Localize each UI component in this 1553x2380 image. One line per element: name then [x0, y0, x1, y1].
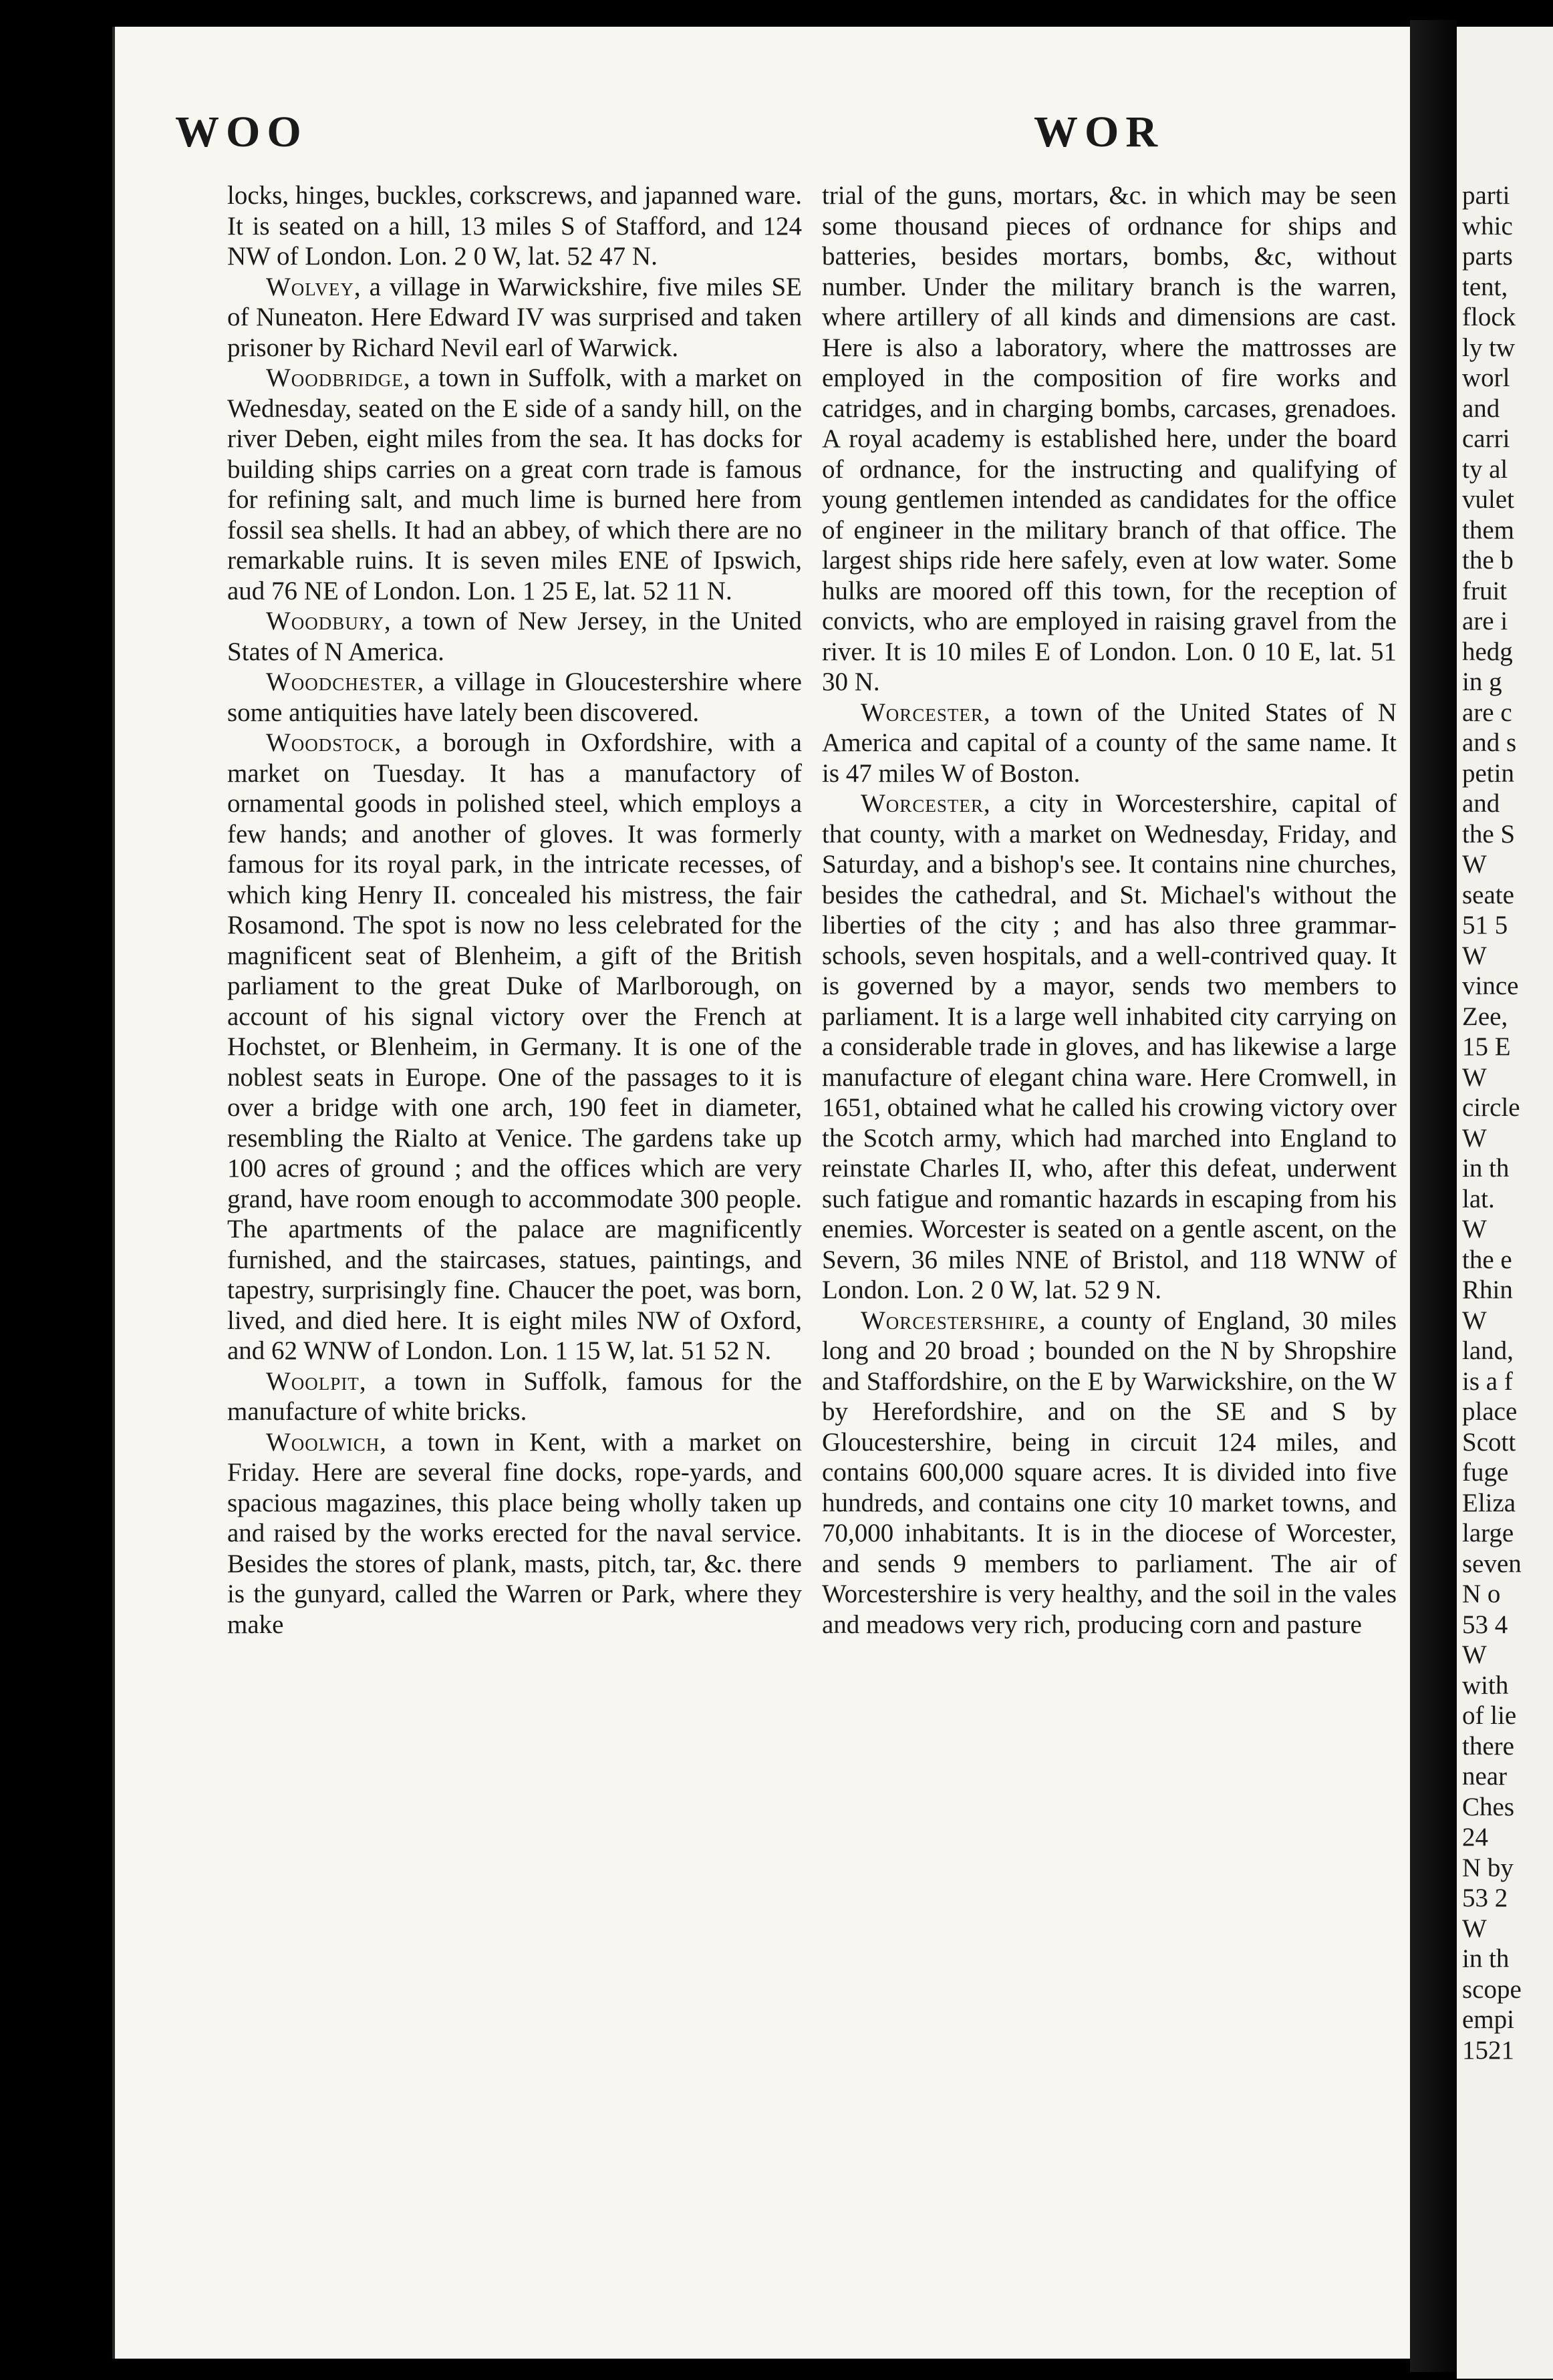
adjacent-page-line: W — [1462, 1123, 1487, 1153]
book-gutter — [1410, 20, 1457, 2372]
adjacent-page-line: parti — [1462, 181, 1510, 210]
entry-text: , a village in Warwickshire, five miles SE of Nuneaton. Here Edward IV was surprised and taken prisoner by Richard Nevil earl of Warwick. — [227, 272, 802, 362]
adjacent-page-line: and — [1462, 789, 1500, 818]
entry-text: , a town in Suffolk, famous for the manufacture of white bricks. — [227, 1366, 802, 1426]
adjacent-page-line: scope — [1462, 1974, 1522, 2004]
adjacent-page-line: large — [1462, 1519, 1514, 1547]
adjacent-page-line: ty al — [1462, 454, 1508, 484]
adjacent-page-line: near — [1462, 1762, 1508, 1791]
adjacent-page-line: the S — [1462, 819, 1516, 849]
column-left — [227, 180, 802, 1640]
entry-head: Woodstock — [266, 728, 395, 757]
adjacent-page-line: 1521 — [1462, 2035, 1514, 2065]
adjacent-page-line: W — [1462, 941, 1487, 970]
adjacent-page-line: W — [1462, 1306, 1487, 1335]
paragraph: trial of the guns, mortars, &c. in which may be seen some thousand pieces of ordnance for ships and batteries, besides mortars, bombs, &c, without number. Under the military branch is the warren, where artillery of all kinds and dimensions are cast. Here is also a laboratory, where the mattrosses are employed in the composition of fire works and catridges, and in charging bombs, carcases, grenadoes. A royal academy is established here, under the board of ordnance, for the instructing and qualifying of young gentlemen intended as candidates for the office of engineer in the military branch of that office. The largest ships ride here safely, even at low water. Some hulks are moored off this town, for the reception of convicts, who are employed in raising gravel from the river. It is 10 miles E of London. Lon. 0 10 E, lat. 51 30 N. — [822, 181, 1397, 696]
adjacent-page-line: fruit — [1462, 576, 1508, 605]
adjacent-page-line: them — [1462, 515, 1514, 545]
adjacent-page-line: W — [1462, 1640, 1487, 1669]
adjacent-page-line: Rhin — [1462, 1276, 1513, 1304]
entry-text: , a town in Kent, with a market on Friday. Here are several fine docks, rope-yards, and spacious magazines, this place being wholly taken up and raised by the works erected for the naval service. Besides the stores of plank, masts, pitch, tar, &c. there is the gunyard, called the Warren or Park, where they make — [227, 1427, 802, 1639]
entry-text: , a town of New Jersey, in the United States of N America. — [227, 607, 802, 666]
adjacent-page-line: carri — [1462, 424, 1510, 453]
entry-worcester-town — [822, 698, 1397, 789]
running-head-left: WOO — [175, 108, 308, 156]
entry-head: Worcestershire — [861, 1306, 1039, 1335]
adjacent-page-line: are i — [1462, 607, 1508, 635]
adjacent-page-line: of lie — [1462, 1701, 1517, 1730]
entry-head: Woolpit — [266, 1366, 360, 1396]
entry-woodstock — [227, 728, 802, 1366]
adjacent-page-line: there — [1462, 1731, 1514, 1761]
adjacent-page-line: with — [1462, 1670, 1509, 1700]
entry-text: , a county of England, 30 miles long and 20 broad ; bounded on the N by Shropshire and Staffordshire, on the E by Warwickshire, on the W by Herefordshire, and on the SE and S by Gloucestershire, being in circuit 124 miles, and contains 600,000 square acres. It is divided into five hundreds, and contains one city 10 market towns, and 70,000 inhabitants. It is in the diocese of Worcester, and sends 9 members to parliament. The air of Worcestershire is very healthy, and the soil in the vales and meadows very rich, producing corn and pasture — [822, 1306, 1397, 1639]
adjacent-page-line: petin — [1462, 758, 1514, 788]
entry-head: Worcester — [861, 698, 984, 727]
entry-worcester-city — [822, 788, 1397, 1306]
adjacent-page-line: W — [1462, 1215, 1487, 1243]
adjacent-page-line: W — [1462, 1062, 1487, 1092]
adjacent-page-line: the b — [1462, 546, 1514, 575]
adjacent-page-line: seven — [1462, 1549, 1522, 1578]
column-right — [822, 180, 1397, 1640]
entry-text: , a village in Gloucestershire where some antiquities have lately been discovered. — [227, 667, 802, 727]
adjacent-page-line: W — [1462, 1914, 1487, 1943]
entry-head: Woodchester — [266, 667, 418, 696]
entry-woolwich — [227, 1427, 802, 1640]
adjacent-page-line: whic — [1462, 211, 1513, 241]
adjacent-page-line: in th — [1462, 1154, 1510, 1183]
paragraph: locks, hinges, buckles, corkscrews, and japanned ware. It is seated on a hill, 13 miles S of Stafford, and 124 NW of London. Lon. 2 0 W, lat. 52 47 N. — [227, 181, 802, 271]
adjacent-page-line: ly tw — [1462, 333, 1516, 362]
entry-head: Wolvey — [266, 272, 354, 301]
entry-text: , a town in Suffolk, with a market on Wednesday, seated on the E side of a sandy hill, on the river Deben, eight miles from the sea. It has docks for building ships carries on a great corn trade is famous for refining salt, and much lime is burned here from fossil sea shells. It had an abbey, of which there are no remarkable ruins. It is seven miles ENE of Ipswich, aud 76 NE of London. Lon. 1 25 E, lat. 52 11 N. — [227, 363, 802, 605]
entry-head: Woodbury — [266, 607, 384, 635]
entry-worcestershire — [822, 1306, 1397, 1640]
adjacent-page-line: empi — [1462, 2005, 1514, 2034]
adjacent-page-line: 24 — [1462, 1823, 1488, 1851]
running-head-right: WOR — [1034, 108, 1164, 156]
adjacent-page-line: parts — [1462, 242, 1513, 271]
adjacent-page-line: are c — [1462, 698, 1512, 727]
adjacent-page-line: 51 5 — [1462, 911, 1508, 939]
adjacent-page-line: place — [1462, 1397, 1518, 1426]
adjacent-page-line: 53 2 — [1462, 1884, 1508, 1912]
adjacent-page-line: Zee, — [1462, 1002, 1508, 1031]
entry-wolvey — [227, 272, 802, 363]
adjacent-page-line: fuge — [1462, 1458, 1509, 1487]
entry-text: , a town of the United States of N America and capital of a county of the same name. It is 47 miles W of Boston. — [822, 698, 1397, 788]
entry-text: , a borough in Oxfordshire, with a market on Tuesday. It has a manufactory of ornamental goods in polished steel, which employs a few hands; and another of gloves. It was formerly famous for its royal park, in the intricate recesses, of which king Henry II. concealed his mistress, the fair Rosamond. The spot is now no less celebrated for the magnificent seat of Blenheim, a gift of the British parliament to the great Duke of Marlborough, on account of his signal victory over the French at Hochstet, or Blenheim, in Germany. It is one of the noblest seats in Europe. One of the passages to it is over a bridge with one arch, 190 feet in diameter, resembling the Rialto at Venice. The gardens take up 100 acres of ground ; and the offices which are very grand, have room enough to accommodate 300 people. The apartments of the palace are magnificently furnished, and the staircases, statues, paintings, and tapestry, surprisingly fine. Chaucer the poet, was born, lived, and died here. It is eight miles NW of Oxford, and 62 WNW of London. Lon. 1 15 W, lat. 51 52 N. — [227, 728, 802, 1365]
adjacent-page-line: hedg — [1462, 637, 1513, 666]
adjacent-page-line: worl — [1462, 363, 1510, 392]
adjacent-page-edge — [1457, 27, 1553, 2379]
adjacent-page-line: lat. — [1462, 1184, 1495, 1213]
entry-woodbridge — [227, 363, 802, 606]
entry-text: , a city in Worcestershire, capital of that county, with a market on Wednesday, Friday, and Saturday, and a bishop's see. It contains nine churches, besides the cathedral, and St. Michael's without the liberties of the city ; and has also three grammar-schools, seven hospitals, and a well-contrived quay. It is governed by a mayor, sends two members to parliament. It is a large well inhabited city carrying on a considerable trade in gloves, and has likewise a large manufacture of elegant china ware. Here Cromwell, in 1651, obtained what he called his crowing victory over the Scotch army, which had marched into England to reinstate Charles II, who, after this defeat, underwent such fatigue and romantic hazards in escaping from his enemies. Worcester is seated on a gentle ascent, on the Severn, 36 miles NNE of Bristol, and 118 WNW of London. Lon. 2 0 W, lat. 52 9 N. — [822, 789, 1397, 1304]
adjacent-page-line: Scott — [1462, 1427, 1516, 1457]
entry-woodchester — [227, 667, 802, 728]
adjacent-page-line: Ches — [1462, 1792, 1514, 1821]
entry-head: Woolwich — [266, 1427, 380, 1457]
adjacent-page-line: flock — [1462, 303, 1516, 331]
adjacent-page-line: is a f — [1462, 1366, 1513, 1396]
adjacent-page-line: and s — [1462, 728, 1517, 757]
adjacent-page-line: vulet — [1462, 485, 1514, 514]
adjacent-page-line: tent, — [1462, 272, 1508, 301]
adjacent-page-line: W — [1462, 850, 1487, 879]
adjacent-page-line: 53 4 — [1462, 1610, 1508, 1639]
entry-woolpit — [227, 1366, 802, 1427]
entry-woodbury — [227, 606, 802, 667]
adjacent-page-line: land, — [1462, 1336, 1514, 1365]
adjacent-page-line: seate — [1462, 880, 1514, 909]
entry-head: Woodbridge — [266, 363, 404, 392]
adjacent-page-line: in th — [1462, 1944, 1510, 1973]
adjacent-page-line: N by — [1462, 1853, 1514, 1882]
adjacent-page-line: and — [1462, 394, 1500, 423]
adjacent-page-line: the e — [1462, 1245, 1512, 1274]
adjacent-page-line: 15 E — [1462, 1032, 1511, 1061]
adjacent-page-fragments — [1462, 180, 1522, 2065]
adjacent-page-line: vince — [1462, 972, 1519, 1000]
adjacent-page-line: Eliza — [1462, 1488, 1516, 1517]
adjacent-page-line: in g — [1462, 667, 1502, 696]
adjacent-page-line: circle — [1462, 1093, 1520, 1122]
book-page — [112, 27, 1426, 2359]
adjacent-page-line: N o — [1462, 1580, 1501, 1608]
entry-head: Worcester — [861, 789, 984, 818]
